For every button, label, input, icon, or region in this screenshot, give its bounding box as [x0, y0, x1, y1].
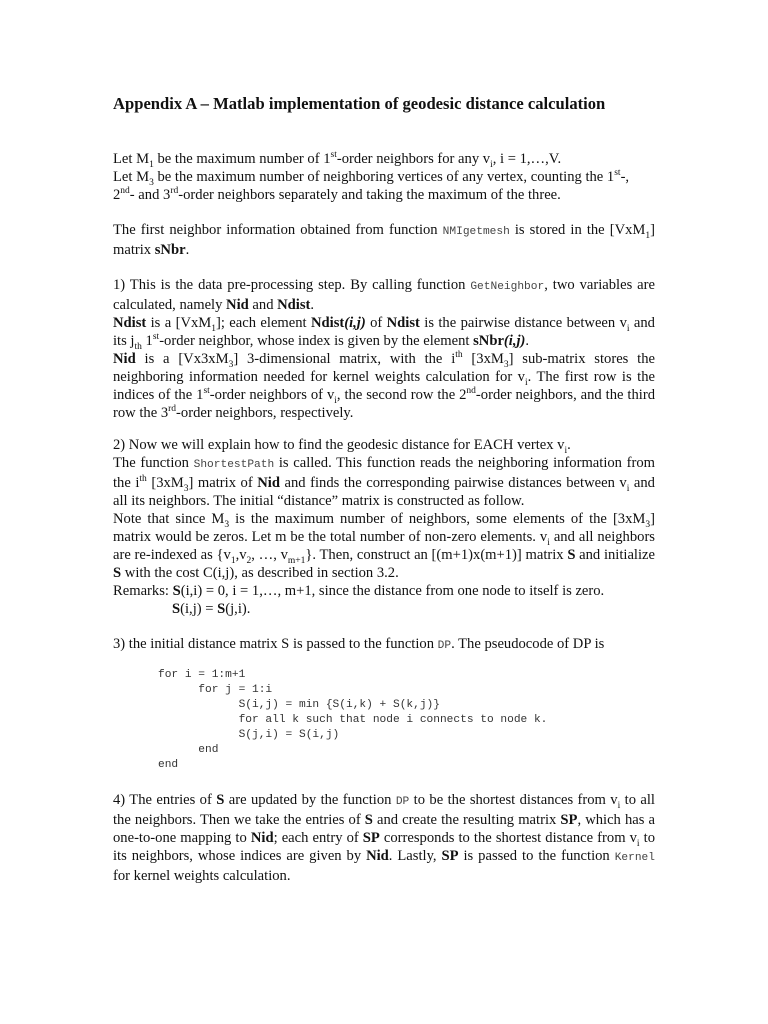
step-1-intro: 1) This is the data pre-processing step. By calling function GetNeighbor, two variables are calculated, namely Nid and Ndist. — [113, 277, 655, 313]
intro-line-2: Let $M_3$ be the maximum number of neighboring vertices of any vertex, counting the 1st-, — [113, 168, 630, 188]
remarks-line-2: S(i,j) = S(j,i). — [172, 601, 251, 617]
first-neighbor-paragraph: The first neighbor information obtained from function NMIgetmesh is stored in the [VxM$_1$] matrix sNbr. — [113, 222, 656, 258]
step-2-section — [113, 436, 655, 618]
function-name: DP — [437, 640, 452, 652]
reindex-description: Note that since $M_3$ is the maximum number of neighbors, some elements of the $[3xM_3]$ matrix would be zeros. Let m be the total number of non-zero elements. $v_i$ and all neighbors are re-indexed as {$v_1,v_2$, …, $v_{m+1}$}. Then, construct an [(m+1)x(m+1)] matrix S and initialize S with the cost C(i,j), as described in section 3.2. — [113, 511, 655, 581]
step-1-section — [113, 276, 655, 422]
remarks-line-1: Remarks: S(i,i) = 0, i = 1,…, m+1, since the distance from one node to itself is zero. — [113, 583, 605, 599]
shortest-path-description: The function ShortestPath is called. This function reads the neighboring information from the $i^{th}$ $[3xM_3]$ matrix of Nid and finds the corresponding pairwise distances between $v_i$ and all its neighbors. The initial “distance” matrix is constructed as follow. — [113, 455, 655, 509]
intro-line-3: 2nd- and 3rd-order neighbors separately and taking the maximum of the three. — [113, 186, 561, 203]
function-name: GetNeighbor — [470, 281, 545, 293]
function-name: DP — [395, 796, 410, 808]
function-name: ShortestPath — [193, 459, 275, 471]
step-3-section: 3) the initial distance matrix S is passed to the function DP. The pseudocode of DP is — [113, 636, 605, 652]
intro-line-1: Let $M_1$ be the maximum number of 1st-order neighbors for any $v_i$, i = 1,…,V. — [113, 150, 562, 170]
intro-paragraph — [113, 150, 655, 204]
function-name: NMIgetmesh — [442, 226, 510, 238]
pseudocode-block: for i = 1:m+1 for j = 1:i S(i,j) = min {S(i,k) + S(k,j)} for all k such that node i connects to node k. S(j,i) = S(i,j) end end — [158, 669, 548, 771]
step-4-section: 4) The entries of S are updated by the function DP to be the shortest distances from $v_i$ to all the neighbors. Then we take the entries of S and create the resulting matrix SP, which has a one-to-one mapping to Nid; each entry of SP corresponds to the shortest distance from $v_i$ to its neighbors, whose indices are given by Nid. Lastly, SP is passed to the function Kernel for kernel weights calculation. — [113, 792, 655, 884]
step-2-intro: 2) Now we will explain how to find the geodesic distance for EACH vertex $v_i$. — [113, 437, 571, 456]
function-name: Kernel — [614, 852, 655, 864]
page-title: Appendix A – Matlab implementation of geodesic distance calculation — [113, 94, 606, 113]
nid-description: Nid is a $[Vx3xM_3]$ 3-dimensional matrix, with the $i^{th}$ $[3xM_3]$ sub-matrix stores the neighboring information needed for kernel weights calculation for $v_i$. The first row is the indices of the 1st-order neighbors of $v_i$, the second row the 2nd-order neighbors, and the third row the 3rd-order neighbors, respectively. — [113, 350, 655, 421]
ndist-description: Ndist is a [VxM$_1$]; each element Ndist(i,j) of Ndist is the pairwise distance between $v_i$ and its $j_{th}$ 1st-order neighbor, whose index is given by the element sNbr(i,j). — [113, 315, 655, 352]
